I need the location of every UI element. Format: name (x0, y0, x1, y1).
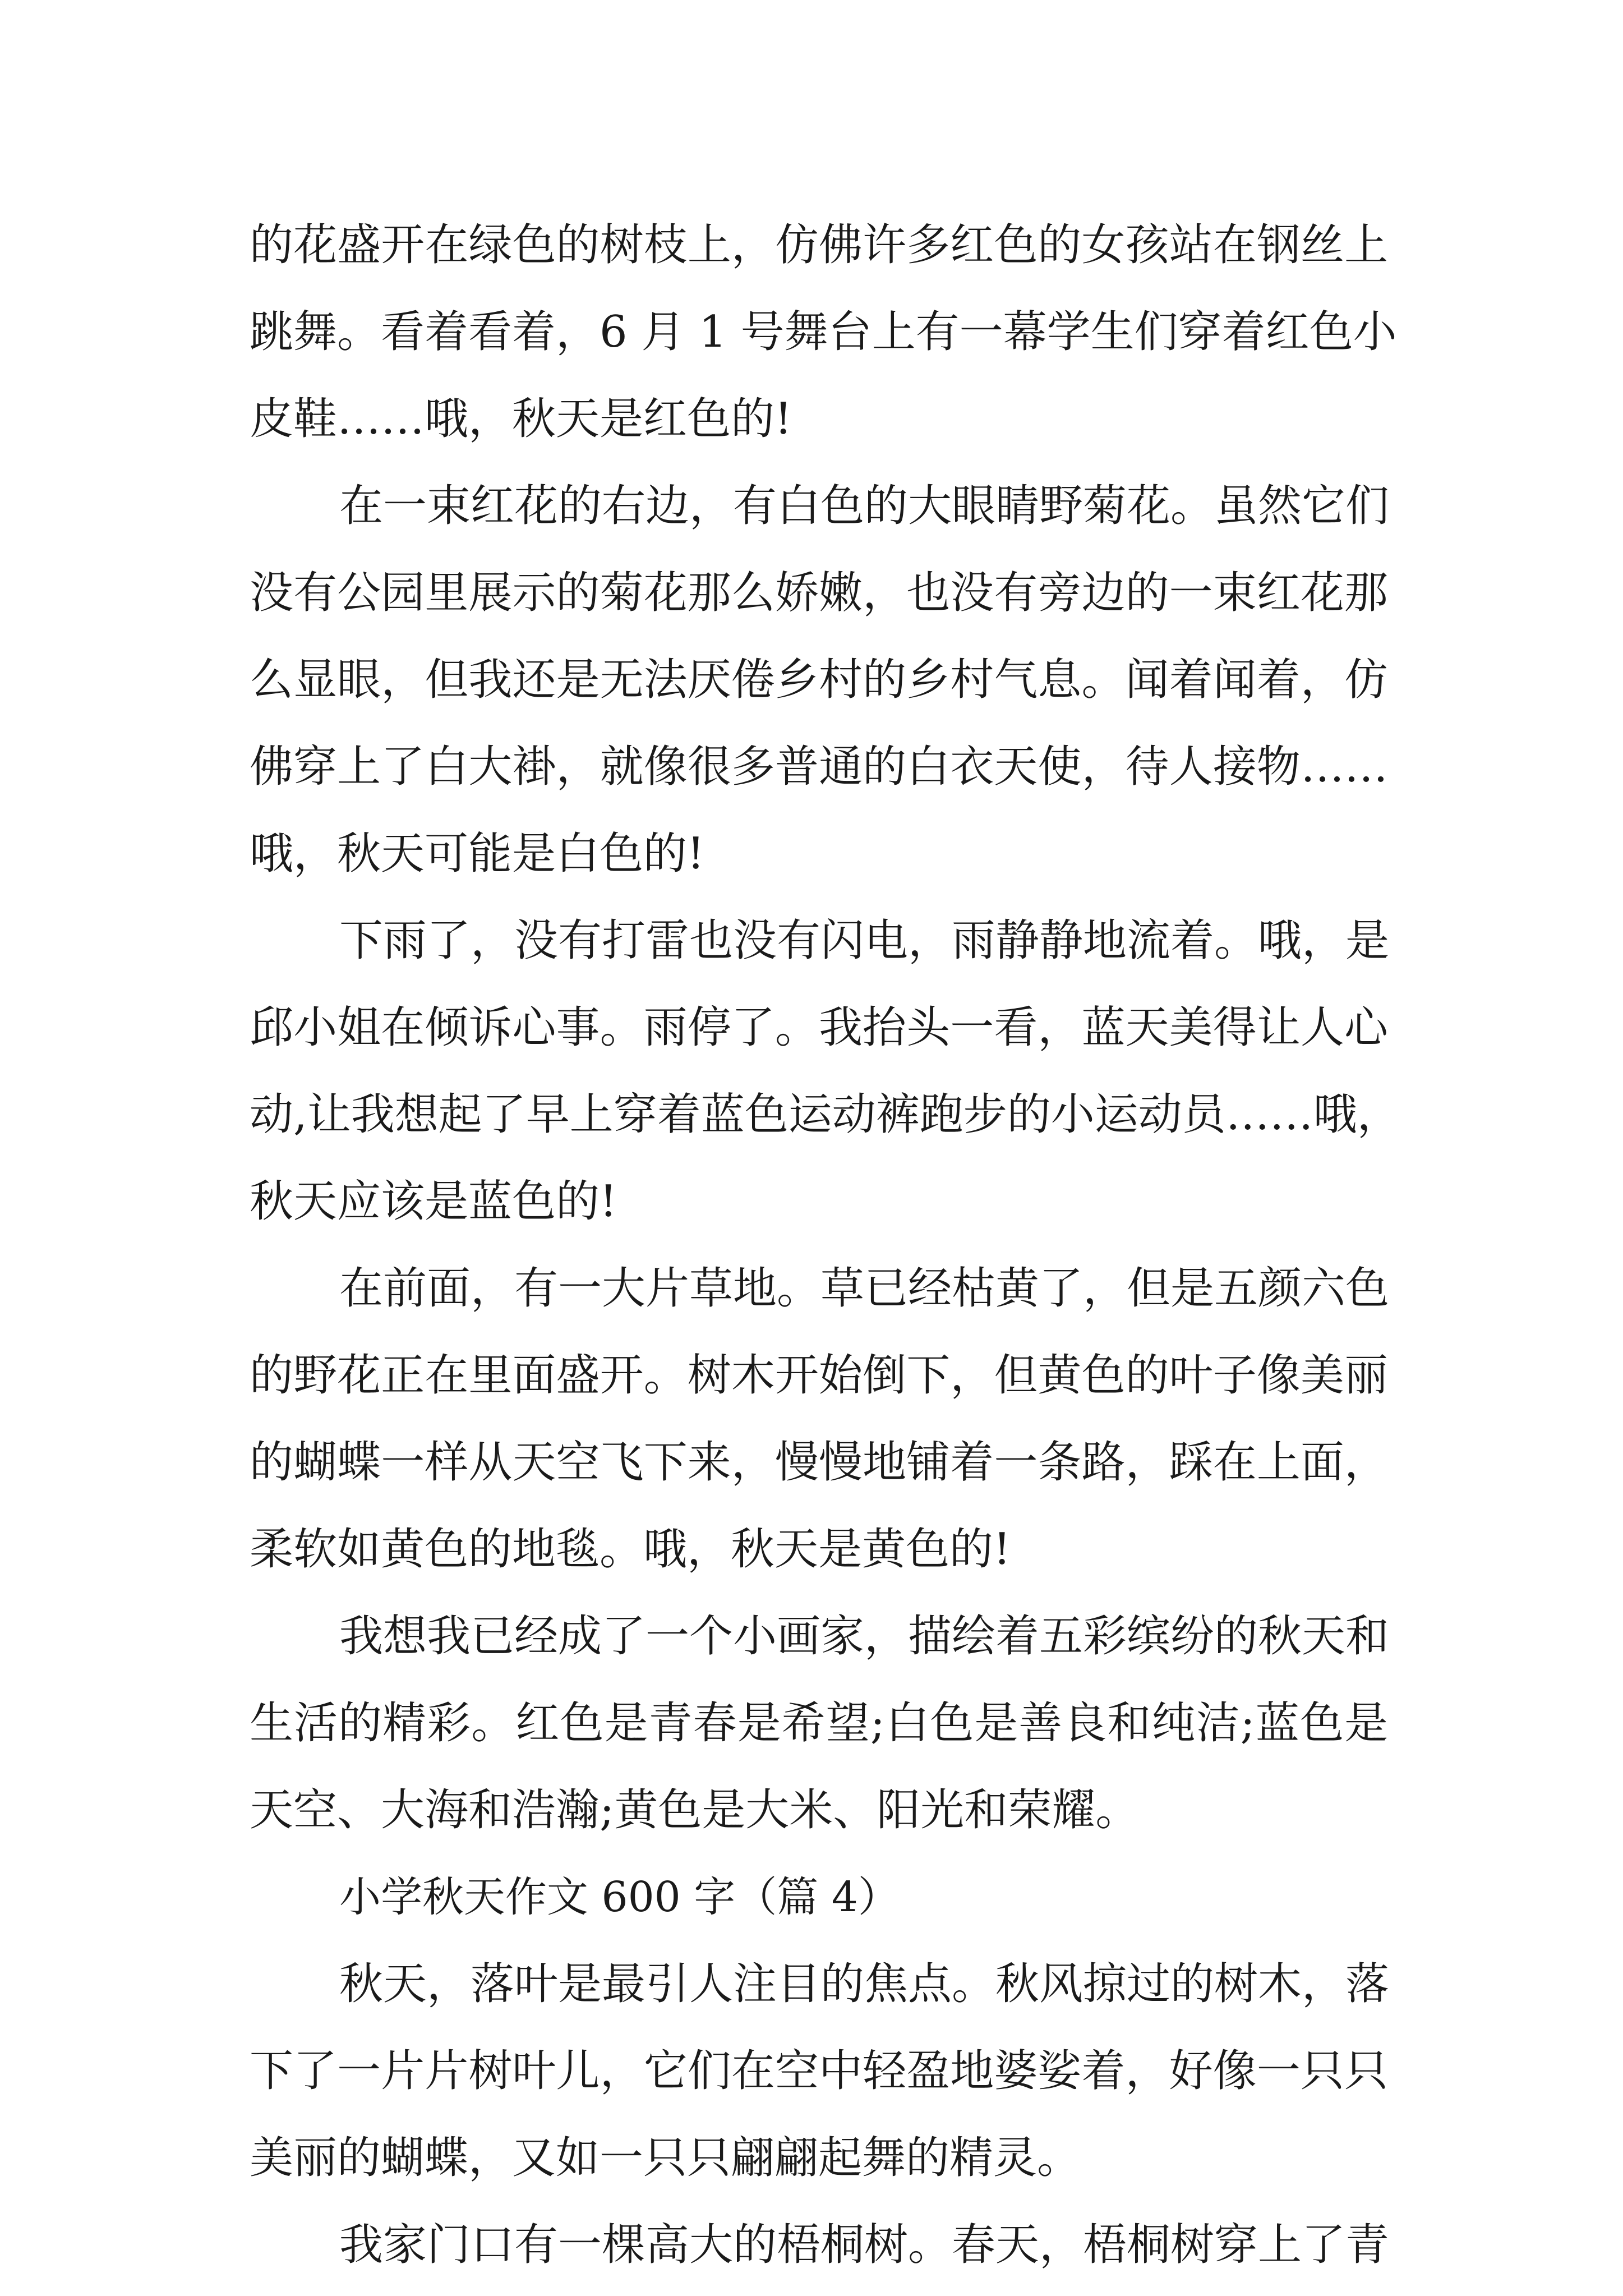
text-line: 秋天应该是蓝色的! (250, 1176, 617, 1227)
text-line: 没有公园里展示的菊花那么娇嫩，也没有旁边的一束红花那 (250, 568, 1388, 618)
text-line: 的蝴蝶一样从天空飞下来，慢慢地铺着一条路，踩在上面， (250, 1437, 1388, 1488)
text-line: 秋天，落叶是最引人注目的焦点。秋风掠过的树木，落 (339, 1959, 1390, 2009)
text-line: 佛穿上了白大褂，就像很多普通的白衣天使，待人接物…… (250, 742, 1388, 792)
text-line: 下了一片片树叶儿，它们在空中轻盈地婆娑着，好像一只只 (250, 2046, 1388, 2096)
text-line: 我想我已经成了一个小画家，描绘着五彩缤纷的秋天和 (339, 1611, 1390, 1662)
text-line: 动,让我想起了早上穿着蓝色运动裤跑步的小运动员……哦， (250, 1089, 1401, 1140)
text-line: 皮鞋……哦，秋天是红色的! (250, 394, 792, 444)
text-line: 下雨了，没有打雷也没有闪电，雨静静地流着。哦，是 (339, 915, 1390, 966)
text-line: 柔软如黄色的地毯。哦，秋天是黄色的! (250, 1524, 1011, 1575)
text-line: 么显眼，但我还是无法厌倦乡村的乡村气息。闻着闻着，仿 (250, 655, 1388, 705)
text-line: 哦，秋天可能是白色的! (250, 829, 705, 879)
text-line: 的野花正在里面盛开。树木开始倒下，但黄色的叶子像美丽 (250, 1350, 1388, 1401)
text-line: 邱小姐在倾诉心事。雨停了。我抬头一看，蓝天美得让人心 (250, 1002, 1388, 1053)
text-line: 跳舞。看着看着，6 月 1 号舞台上有一幕学生们穿着红色小 (250, 307, 1397, 357)
text-line: 的花盛开在绿色的树枝上，仿佛许多红色的女孩站在钢丝上 (250, 220, 1388, 270)
text-line: 美丽的蝴蝶，又如一只只翩翩起舞的精灵。 (250, 2133, 1081, 2183)
text-line: 天空、大海和浩瀚;黄色是大米、阳光和荣耀。 (250, 1785, 1140, 1835)
text-line: 在一束红花的右边，有白色的大眼睛野菊花。虽然它们 (339, 481, 1390, 531)
text-line: 我家门口有一棵高大的梧桐树。春天，梧桐树穿上了青 (339, 2220, 1390, 2270)
document-body (250, 202, 1401, 2289)
text-line: 在前面，有一大片草地。草已经枯黄了，但是五颜六色 (339, 1263, 1390, 1314)
section-heading: 小学秋天作文 600 字（篇 4） (339, 1873, 900, 1921)
text-line: 生活的精彩。红色是青春是希望;白色是善良和纯洁;蓝色是 (250, 1698, 1388, 1749)
